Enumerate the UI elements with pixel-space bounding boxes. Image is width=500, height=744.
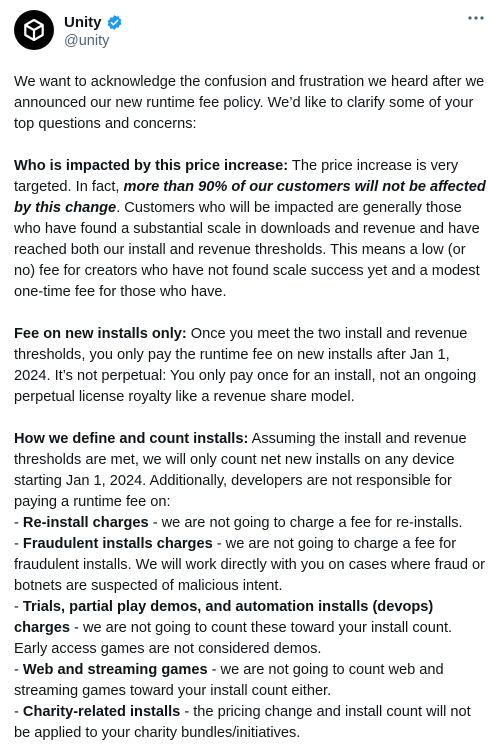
verified-badge-icon — [106, 14, 123, 31]
list-item-prefix: - — [14, 599, 23, 615]
intro-paragraph: We want to acknowledge the confusion and frustration we heard after we announced our new runtime fee policy. We’d like to clarify some of your top questions and concerns: — [14, 74, 485, 132]
list-item-prefix: - — [14, 536, 23, 552]
more-options-button[interactable] — [466, 10, 486, 26]
list-item-prefix: - — [14, 662, 23, 678]
list-item-label: Trials, partial play demos, and automation installs (devops) charges — [14, 599, 434, 636]
handle[interactable]: @unity — [64, 33, 110, 49]
impacted-text-1: The price increase is very targeted. In fact, — [14, 158, 459, 195]
more-options-icon — [468, 16, 484, 20]
tweet-header — [14, 10, 486, 60]
list-item-label: Web and streaming games — [22, 662, 208, 678]
list-item — [14, 597, 486, 660]
unity-logo-icon — [22, 18, 46, 42]
new-installs-heading: Fee on new installs only: — [14, 326, 187, 342]
list-item-label: Charity-related installs — [22, 704, 181, 720]
list-item-label: Fraudulent installs charges — [22, 536, 213, 552]
list-item — [14, 534, 486, 597]
impacted-emphasis: more than 90% of our customers will not be affected by this change — [14, 179, 486, 216]
avatar[interactable] — [14, 10, 54, 50]
list-item-text: - we are not going to charge a fee for fraudulent installs. We will work directly with you on cases where fraud or botnets are suspected of malicious intent. — [14, 536, 485, 594]
new-installs-text: Once you meet the two install and revenue thresholds, you only pay the runtime fee on new installs after Jan 1, 2024. It’s not perpetual: You only pay once for an install, not an ongoing perpetual license royalty like a revenue share model. — [14, 326, 477, 405]
impacted-paragraph — [14, 156, 486, 303]
impacted-heading: Who is impacted by this price increase: — [14, 158, 289, 174]
list-item — [14, 660, 486, 702]
list-item — [14, 513, 486, 534]
list-item-prefix: - — [14, 704, 23, 720]
display-name[interactable]: Unity — [64, 14, 102, 31]
list-item-label: Re-install charges — [22, 515, 149, 531]
list-item-text: - we are not going to count these toward your install count. Early access games are not considered demos. — [14, 620, 453, 657]
author-names — [64, 13, 123, 51]
name-row — [64, 13, 123, 32]
tweet-body — [14, 72, 486, 744]
list-item — [14, 702, 486, 744]
count-heading: How we define and count installs: — [14, 431, 249, 447]
impacted-text-2: . Customers who will be impacted are generally those who have found a substantial scale in downloads and revenue and have reached both our install and revenue thresholds. This means a low (or no) fee for creators who have not found scale success yet and a modest one-time fee for those who have. — [14, 200, 480, 300]
list-item-text: - we are not going to charge a fee for re-installs. — [148, 515, 463, 531]
list-item-text: - the pricing change and install count will not be applied to your charity bundles/initiatives. — [14, 704, 471, 741]
count-text: Assuming the install and revenue thresholds are met, we will only count net new installs on any device starting Jan 1, 2024. Additionally, developers are not responsible for paying a runtime fee on: — [14, 431, 467, 510]
list-item-text: - we are not going to count web and streaming games toward your install count either. — [14, 662, 444, 699]
count-paragraph — [14, 429, 486, 513]
new-installs-paragraph — [14, 324, 486, 408]
list-item-prefix: - — [14, 515, 23, 531]
